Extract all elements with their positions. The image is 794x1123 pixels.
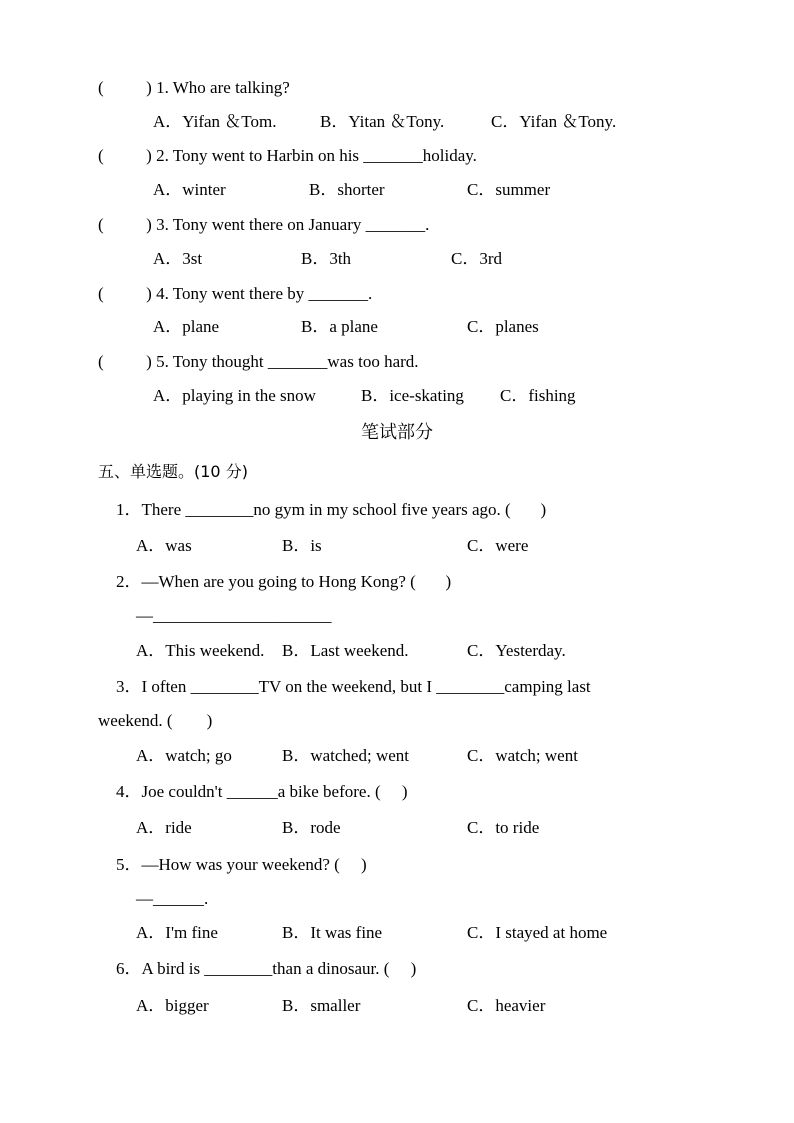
option-c: C．planes [467,317,539,336]
written-part-title: 笔试部分 [361,422,433,443]
option-c: C．3rd [451,249,502,268]
option-b: B．Yitan ＆Tony. [320,112,445,131]
answer-blank: —_____________________ [136,606,332,625]
question-3-continuation: weekend. ( ) [98,711,213,730]
option-b: B．smaller [282,996,361,1015]
option-a: A．bigger [136,996,209,1015]
answer-blank: —______. [136,889,209,908]
option-a: A．winter [153,180,226,199]
option-a: A．ride [136,818,192,837]
option-a: A．3st [153,249,203,268]
question-5: 5．—How was your weekend? ( ) [116,855,367,874]
option-b: B．It was fine [282,923,383,942]
option-c: C．heavier [467,996,546,1015]
question-6: 6．A bird is ________than a dinosaur. ( ) [116,959,417,978]
option-c: C．watch; went [467,746,578,765]
option-c: C．were [467,536,529,555]
option-b: B．ice-skating [361,386,464,405]
option-b: B．Last weekend. [282,641,409,660]
option-c: C．Yesterday. [467,641,566,660]
option-c: C．fishing [500,386,576,405]
option-a: A．plane [153,317,220,336]
question-3: 3．I often ________TV on the weekend, but I ________camping last [116,677,591,696]
listening-question-4: ( ) 4. Tony went there by _______. [98,284,373,303]
option-b: B．3th [301,249,352,268]
listening-question-5: ( ) 5. Tony thought _______was too hard. [98,352,419,371]
listening-question-1: ( ) 1. Who are talking? [98,78,290,97]
option-b: B．rode [282,818,341,837]
option-c: C．I stayed at home [467,923,608,942]
option-b: B．a plane [301,317,378,336]
question-1: 1．There ________no gym in my school five years ago. ( ) [116,500,547,519]
option-a: A．was [136,536,192,555]
option-a: A．Yifan ＆Tom. [153,112,277,131]
option-a: A．This weekend. [136,641,265,660]
option-b: B．shorter [309,180,385,199]
option-b: B．watched; went [282,746,409,765]
option-b: B．is [282,536,322,555]
option-c: C．summer [467,180,551,199]
listening-question-2: ( ) 2. Tony went to Harbin on his _______holiday. [98,146,477,165]
question-2: 2．—When are you going to Hong Kong? ( ) [116,572,452,591]
option-c: C．Yifan ＆Tony. [491,112,617,131]
option-a: A．playing in the snow [153,386,316,405]
question-4: 4．Joe couldn't ______a bike before. ( ) [116,782,408,801]
section-header: 五、单选题。(10 分) [98,462,248,481]
listening-question-3: ( ) 3. Tony went there on January _______. [98,215,430,234]
option-a: A．I'm fine [136,923,218,942]
option-a: A．watch; go [136,746,232,765]
option-c: C．to ride [467,818,540,837]
